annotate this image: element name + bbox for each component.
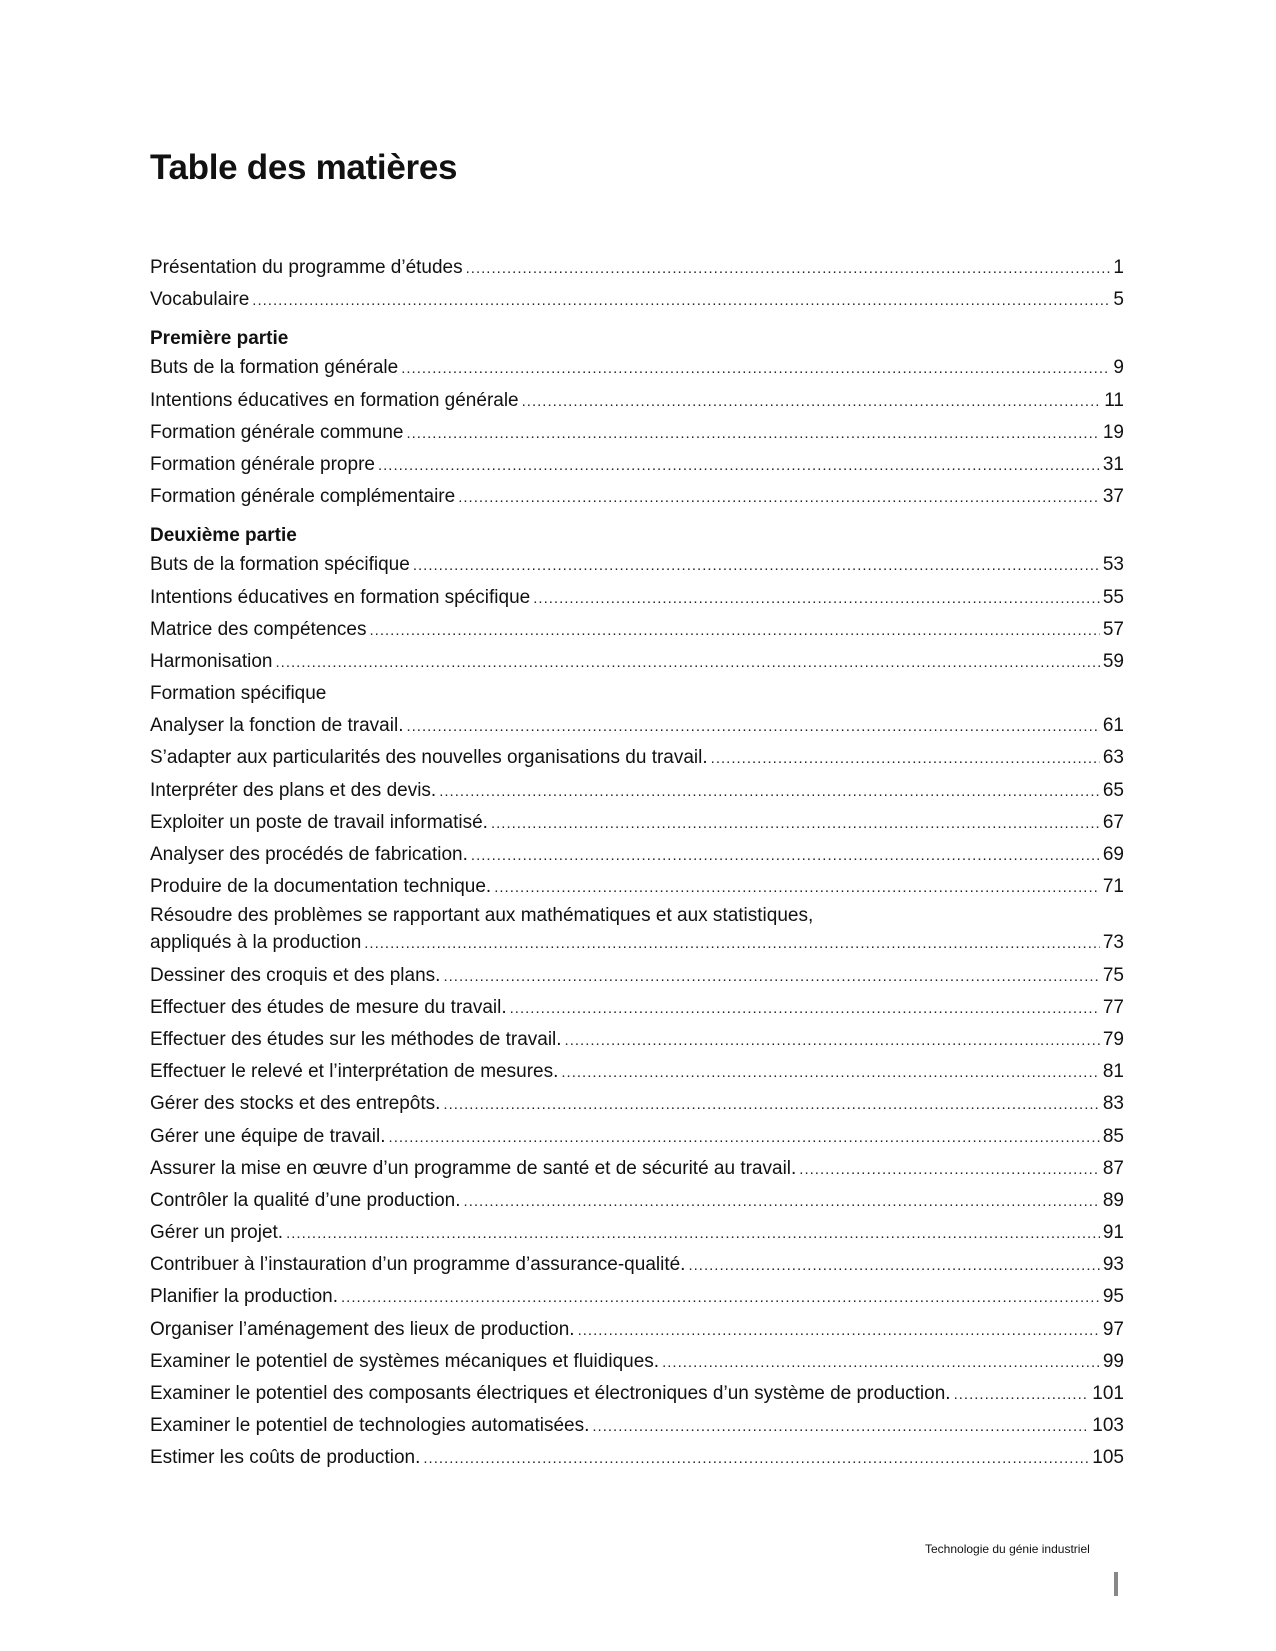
toc-entry-page: 19 bbox=[1102, 421, 1124, 443]
toc-entry[interactable] bbox=[150, 710, 1124, 742]
toc-entry[interactable] bbox=[150, 1121, 1124, 1153]
dot-leader bbox=[401, 353, 1110, 385]
dot-leader bbox=[491, 808, 1100, 840]
toc-subheading: Résoudre des problèmes se rapportant aux mathématiques et aux statistiques, bbox=[150, 905, 814, 927]
toc-entry-page: 31 bbox=[1102, 453, 1124, 475]
toc-entry[interactable] bbox=[150, 1056, 1124, 1088]
toc-entry[interactable] bbox=[150, 992, 1124, 1024]
toc-entry[interactable] bbox=[150, 807, 1124, 839]
footer-bar bbox=[1114, 1572, 1118, 1596]
dot-leader bbox=[378, 450, 1100, 482]
toc-entry-label: Effectuer le relevé et l’interprétation de mesures. bbox=[150, 1061, 559, 1083]
dot-leader bbox=[443, 1089, 1099, 1121]
toc-entry-label: appliqués à la production bbox=[150, 932, 362, 954]
dot-leader bbox=[592, 1411, 1089, 1443]
dot-leader bbox=[406, 418, 1099, 450]
toc-entry-label: Estimer les coûts de production. bbox=[150, 1447, 421, 1469]
toc-entry-label: Organiser l’aménagement des lieux de production. bbox=[150, 1318, 575, 1340]
toc-entry-label: Examiner le potentiel des composants électriques et électroniques d’un système de production. bbox=[150, 1383, 951, 1404]
toc-entry-page: 67 bbox=[1102, 811, 1124, 833]
dot-leader bbox=[439, 776, 1100, 808]
dot-leader bbox=[799, 1154, 1100, 1186]
toc-entry-page: 63 bbox=[1102, 747, 1124, 769]
toc-entry-label: Assurer la mise en œuvre d’un programme de santé et de sécurité au travail. bbox=[150, 1157, 797, 1179]
toc-entry-page: 71 bbox=[1102, 876, 1124, 898]
toc-entry-label: Produire de la documentation technique. bbox=[150, 876, 492, 898]
dot-leader bbox=[413, 550, 1100, 582]
toc-entry-label: Formation générale complémentaire bbox=[150, 486, 456, 508]
toc-entry-page: 79 bbox=[1102, 1028, 1124, 1050]
toc-entry-page: 73 bbox=[1102, 932, 1124, 954]
toc-entry-page: 99 bbox=[1102, 1350, 1124, 1372]
toc-entry-page: 83 bbox=[1102, 1093, 1124, 1115]
toc-entry-page: 91 bbox=[1102, 1222, 1124, 1244]
toc-entry-label: Intentions éducatives en formation spécifique bbox=[150, 586, 531, 608]
toc-entry-label: Analyser la fonction de travail. bbox=[150, 715, 404, 737]
toc-entry-label: Effectuer des études de mesure du travail. bbox=[150, 996, 507, 1018]
toc-entry-label: Gérer des stocks et des entrepôts. bbox=[150, 1093, 441, 1115]
dot-leader bbox=[458, 482, 1100, 514]
dot-leader bbox=[370, 615, 1100, 647]
toc-entry-page: 53 bbox=[1102, 554, 1124, 576]
toc-entry-label: Interpréter des plans et des devis. bbox=[150, 779, 437, 801]
toc-entry-page: 57 bbox=[1102, 618, 1124, 640]
toc-entry-label: Matrice des compétences bbox=[150, 618, 367, 640]
dot-leader bbox=[423, 1443, 1089, 1475]
dot-leader bbox=[561, 1057, 1099, 1089]
toc-entry-page: 85 bbox=[1102, 1125, 1124, 1147]
toc-entry[interactable] bbox=[150, 252, 1124, 284]
toc-entry-label: Examiner le potentiel de technologies automatisées. bbox=[150, 1415, 590, 1437]
toc-entry[interactable] bbox=[150, 549, 1124, 581]
toc-entry[interactable] bbox=[150, 1185, 1124, 1217]
toc-entry-label: Formation générale commune bbox=[150, 421, 404, 443]
toc-entry[interactable] bbox=[150, 481, 1124, 513]
toc-entry[interactable] bbox=[150, 1153, 1124, 1185]
toc-entry[interactable] bbox=[150, 1314, 1124, 1346]
toc-entry-page: 11 bbox=[1104, 389, 1124, 411]
page-footer: Technologie du génie industriel bbox=[925, 1542, 1090, 1556]
toc-entry-label: Contribuer à l’instauration d’un programme d’assurance-qualité. bbox=[150, 1254, 686, 1276]
toc-entry-page: 95 bbox=[1102, 1286, 1124, 1308]
dot-leader bbox=[466, 253, 1111, 285]
dot-leader bbox=[464, 1186, 1100, 1218]
dot-leader bbox=[565, 1025, 1100, 1057]
toc-entry[interactable] bbox=[150, 352, 1124, 384]
toc-entry-label: Analyser des procédés de fabrication. bbox=[150, 844, 468, 865]
dot-leader bbox=[533, 583, 1100, 615]
toc-entry[interactable] bbox=[150, 417, 1124, 449]
toc-entry-page: 103 bbox=[1092, 1415, 1124, 1437]
toc-entry-label: Examiner le potentiel de systèmes mécaniques et fluidiques. bbox=[150, 1350, 660, 1372]
dot-leader bbox=[406, 711, 1099, 743]
dot-leader bbox=[341, 1282, 1100, 1314]
toc-entry-page: 75 bbox=[1102, 964, 1124, 986]
toc-entry-label: Exploiter un poste de travail informatisé. bbox=[150, 811, 488, 833]
toc-entry-page: 81 bbox=[1102, 1061, 1124, 1083]
toc-entry-page: 97 bbox=[1102, 1318, 1124, 1340]
toc-entry-page: 59 bbox=[1102, 650, 1124, 672]
toc-entry[interactable] bbox=[150, 284, 1124, 316]
toc-entry[interactable] bbox=[150, 582, 1124, 614]
toc-entry[interactable] bbox=[150, 1249, 1124, 1281]
toc-entry-label: Buts de la formation spécifique bbox=[150, 554, 410, 576]
toc-entry[interactable] bbox=[150, 1410, 1124, 1442]
toc-entry-page: 37 bbox=[1102, 486, 1124, 508]
toc-entry[interactable] bbox=[150, 646, 1124, 678]
toc-entry-page: 69 bbox=[1102, 844, 1124, 865]
toc-entry-label: Vocabulaire bbox=[150, 289, 250, 311]
toc-subheading: Formation spécifique bbox=[150, 683, 327, 705]
toc-entry-label: Gérer un projet. bbox=[150, 1222, 284, 1244]
toc-entry-label: S’adapter aux particularités des nouvelles organisations du travail. bbox=[150, 747, 708, 769]
toc-entry-label: Formation générale propre bbox=[150, 453, 375, 475]
toc-entry[interactable] bbox=[150, 385, 1124, 417]
dot-leader bbox=[954, 1379, 1090, 1411]
toc-entry[interactable] bbox=[150, 1346, 1124, 1378]
toc-section-heading: Première partie bbox=[150, 328, 289, 350]
toc-entry-page: 89 bbox=[1102, 1189, 1124, 1211]
toc-entry[interactable] bbox=[150, 449, 1124, 481]
dot-leader bbox=[522, 386, 1102, 418]
toc-entry-label: Intentions éducatives en formation générale bbox=[150, 389, 519, 411]
toc-entry-label: Dessiner des croquis et des plans. bbox=[150, 964, 441, 986]
toc-entry-label: Effectuer des études sur les méthodes de travail. bbox=[150, 1028, 562, 1050]
dot-leader bbox=[510, 993, 1100, 1025]
toc-entry-label: Présentation du programme d’études bbox=[150, 257, 463, 278]
toc-entry-page: 5 bbox=[1113, 289, 1124, 311]
toc-entry-page: 55 bbox=[1102, 586, 1124, 608]
toc-entry-page: 77 bbox=[1102, 996, 1124, 1018]
toc-entry-page: 105 bbox=[1092, 1447, 1124, 1469]
page-title: Table des matières bbox=[150, 148, 458, 187]
dot-leader bbox=[364, 928, 1100, 960]
toc-entry-label: Harmonisation bbox=[150, 650, 273, 672]
toc-entry[interactable] bbox=[150, 960, 1124, 992]
toc-entry-page: 101 bbox=[1092, 1383, 1124, 1404]
dot-leader bbox=[252, 285, 1110, 317]
toc-entry[interactable] bbox=[150, 927, 1124, 959]
toc-entry[interactable] bbox=[150, 775, 1124, 807]
dot-leader bbox=[578, 1315, 1100, 1347]
dot-leader bbox=[494, 872, 1100, 904]
toc-entry[interactable] bbox=[150, 1217, 1124, 1249]
dot-leader bbox=[688, 1250, 1099, 1282]
toc-entry[interactable] bbox=[150, 1024, 1124, 1056]
toc-entry-page: 87 bbox=[1102, 1157, 1124, 1179]
dot-leader bbox=[662, 1347, 1100, 1379]
dot-leader bbox=[471, 840, 1100, 872]
toc-entry[interactable] bbox=[150, 1442, 1124, 1474]
toc-entry-label: Contrôler la qualité d’une production. bbox=[150, 1189, 461, 1211]
toc-entry-label: Buts de la formation générale bbox=[150, 357, 399, 379]
dot-leader bbox=[286, 1218, 1100, 1250]
toc-entry[interactable] bbox=[150, 1088, 1124, 1120]
toc-entry[interactable] bbox=[150, 1281, 1124, 1313]
toc-entry[interactable] bbox=[150, 1378, 1124, 1410]
toc-entry[interactable] bbox=[150, 742, 1124, 774]
toc-entry-label: Gérer une équipe de travail. bbox=[150, 1125, 386, 1147]
toc-entry-page: 9 bbox=[1113, 357, 1124, 379]
toc-entry[interactable] bbox=[150, 614, 1124, 646]
toc-entry-page: 1 bbox=[1113, 257, 1124, 278]
toc-entry[interactable] bbox=[150, 839, 1124, 871]
dot-leader bbox=[389, 1122, 1100, 1154]
dot-leader bbox=[711, 743, 1100, 775]
toc-entry-page: 61 bbox=[1102, 715, 1124, 737]
toc-entry[interactable] bbox=[150, 871, 1124, 903]
toc-entry-page: 65 bbox=[1102, 779, 1124, 801]
dot-leader bbox=[443, 961, 1099, 993]
toc-entry-page: 93 bbox=[1102, 1254, 1124, 1276]
toc-entry-label: Planifier la production. bbox=[150, 1286, 338, 1308]
dot-leader bbox=[276, 647, 1100, 679]
table-of-contents bbox=[150, 252, 1124, 1475]
toc-section-heading: Deuxième partie bbox=[150, 525, 297, 547]
